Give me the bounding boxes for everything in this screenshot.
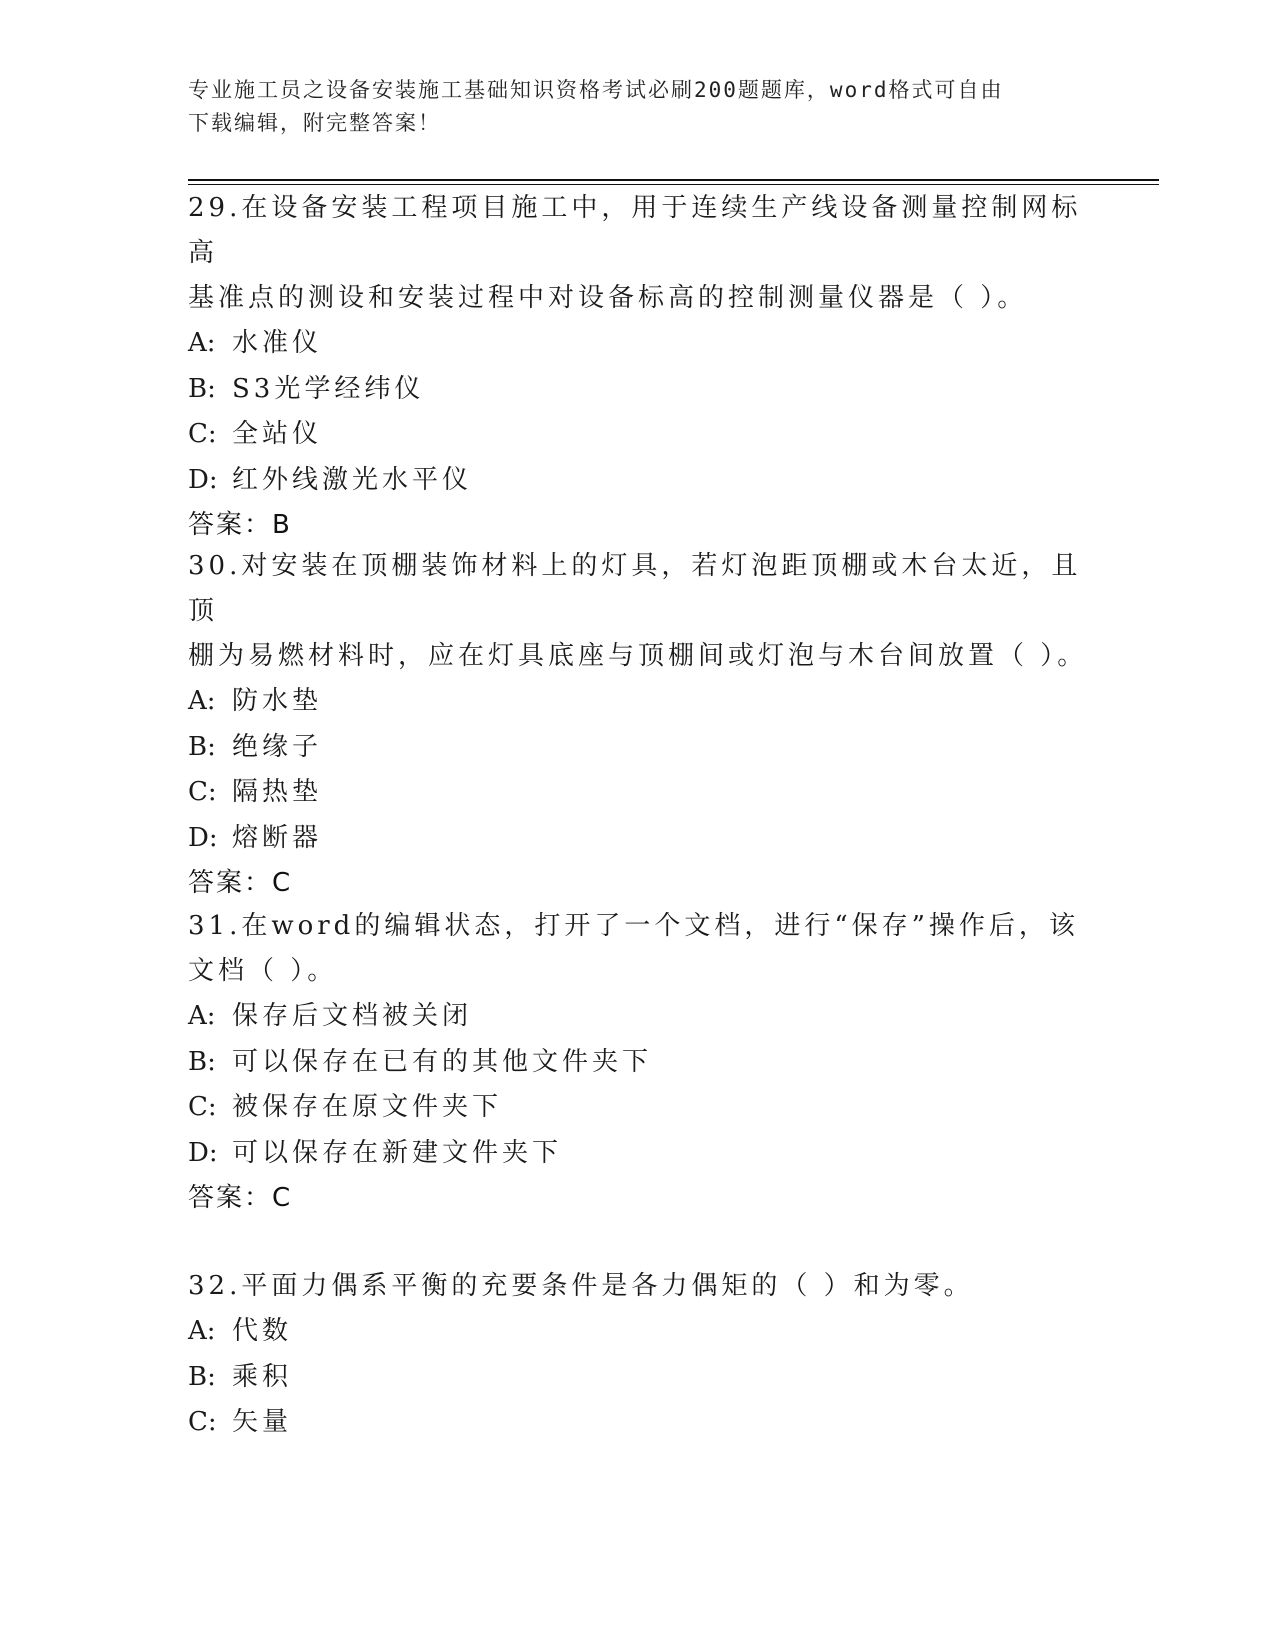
question-stem-line: 32.平面力偶系平衡的充要条件是各力偶矩的（ ）和为零。 <box>188 1271 974 1301</box>
question-stem-line: 基准点的测设和安装过程中对设备标高的控制测量仪器是（ ）。 <box>188 283 1028 313</box>
document-header <box>188 74 1088 140</box>
option-key: D: <box>188 1137 218 1168</box>
option-key: B: <box>188 373 216 404</box>
answer-line: 答案：B <box>188 510 292 540</box>
option-d <box>188 1131 1088 1177</box>
header-line-1: 专业施工员之设备安装施工基础知识资格考试必刷200题题库，word格式可自由 <box>188 78 1004 102</box>
option-key: A: <box>188 1001 216 1031</box>
option-text: 乘积 <box>232 1361 293 1392</box>
option-text: 隔热垫 <box>232 777 323 807</box>
option-b <box>188 1040 1088 1086</box>
question-stem-line: 29.在设备安装工程项目施工中，用于连续生产线设备测量控制网标高 <box>188 193 1082 268</box>
option-text: 水准仪 <box>232 328 323 358</box>
option-key: D: <box>188 822 218 853</box>
question-30 <box>188 544 1088 907</box>
header-divider-thin <box>188 184 1159 185</box>
option-text: 代数 <box>232 1316 293 1346</box>
option-a <box>188 679 1088 725</box>
option-text: 红外线激光水平仪 <box>232 464 473 495</box>
option-text: 被保存在原文件夹下 <box>232 1092 503 1122</box>
option-text: 可以保存在已有的其他文件夹下 <box>232 1046 653 1077</box>
option-key: B: <box>188 1361 216 1392</box>
option-key: C: <box>188 419 217 449</box>
option-a <box>188 1309 1088 1355</box>
header-line-2: 下载编辑，附完整答案！ <box>188 111 441 135</box>
question-29 <box>188 186 1088 549</box>
option-key: C: <box>188 1407 217 1437</box>
option-b <box>188 1355 1088 1401</box>
option-c <box>188 412 1088 458</box>
option-text: 防水垫 <box>232 686 323 716</box>
option-key: B: <box>188 1046 216 1077</box>
option-text: S3光学经纬仪 <box>232 373 425 404</box>
answer-line: 答案：C <box>188 868 293 898</box>
question-stem-line: 30.对安装在顶棚装饰材料上的灯具，若灯泡距顶棚或木台太近，且顶 <box>188 551 1082 626</box>
option-d <box>188 458 1088 504</box>
header-divider-thick <box>188 179 1159 181</box>
question-stem-line: 棚为易燃材料时，应在灯具底座与顶棚间或灯泡与木台间放置（ ）。 <box>188 641 1088 671</box>
option-key: B: <box>188 731 216 762</box>
option-b <box>188 725 1088 771</box>
question-stem-line: 文档（ ）。 <box>188 956 338 986</box>
question-31 <box>188 904 1088 1222</box>
option-key: D: <box>188 464 218 495</box>
option-key: A: <box>188 1316 216 1346</box>
option-b <box>188 367 1088 413</box>
option-text: 保存后文档被关闭 <box>232 1001 473 1031</box>
option-a <box>188 321 1088 367</box>
option-key: A: <box>188 686 216 716</box>
option-key: C: <box>188 777 217 807</box>
question-32 <box>188 1264 1088 1446</box>
option-text: 绝缘子 <box>232 731 323 762</box>
answer-line: 答案：C <box>188 1183 293 1213</box>
option-c <box>188 1400 1088 1446</box>
option-key: C: <box>188 1092 217 1122</box>
option-key: A: <box>188 328 216 358</box>
option-text: 可以保存在新建文件夹下 <box>232 1137 563 1168</box>
option-d <box>188 816 1088 862</box>
option-text: 全站仪 <box>232 419 323 449</box>
question-stem-line: 31.在word的编辑状态，打开了一个文档，进行“保存”操作后，该 <box>188 911 1079 941</box>
option-c <box>188 1085 1088 1131</box>
option-text: 矢量 <box>232 1407 293 1437</box>
option-text: 熔断器 <box>232 822 323 853</box>
option-a <box>188 994 1088 1040</box>
option-c <box>188 770 1088 816</box>
